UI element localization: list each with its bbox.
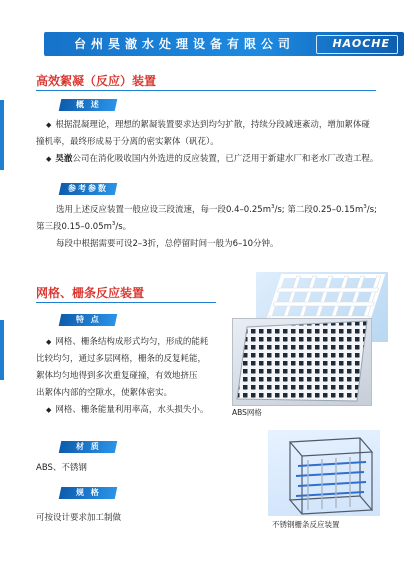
params-text-1a: 选用上述反应装置一般应设三段流速，每一段0.4–0.25m	[56, 205, 271, 215]
caption-stainless-cage: 不锈钢栅条反应装置	[272, 520, 340, 529]
company-name: 台州昊澈水处理设备有限公司	[74, 37, 296, 51]
tag-material-label: 材 质	[75, 442, 101, 451]
stainless-cage-image	[268, 430, 380, 516]
spec-value: 可按设计要求加工制做	[36, 513, 122, 523]
superscript: 3	[363, 204, 367, 211]
overview-text-3: 公司在消化吸收国内外选进的反应装置，已广泛用于新建水厂和老水厂改造工程。	[72, 154, 379, 164]
bullet-icon: ◆	[46, 338, 52, 346]
section-title-flocculation: 高效絮凝（反应）装置	[36, 74, 157, 88]
params-text-1c: /s;	[366, 205, 377, 215]
features-text-4: 出絮体内部的空隙水，使絮体密实。	[36, 388, 173, 398]
features-text-5: 网格、栅条能量利用率高，水头损失小。	[55, 405, 209, 415]
tag-spec	[59, 487, 118, 499]
bullet-icon: ◆	[46, 155, 52, 163]
params-text-1b: /s; 第二段0.25–0.15m	[274, 205, 364, 215]
features-text-2: 比较均匀，通过多层网格，栅条的反复耗能，	[36, 354, 207, 364]
tag-spec-label: 规 格	[75, 488, 101, 497]
features-line-5	[46, 404, 236, 416]
material-value: ABS、不锈钢	[36, 463, 87, 473]
section-underline	[36, 302, 216, 303]
features-text-1: 网格、栅条结构成形式均匀，形成的能耗	[55, 337, 209, 347]
tag-params-label: 参考参数	[68, 184, 108, 193]
left-edge-accent	[0, 100, 4, 170]
superscript: 3	[111, 221, 116, 228]
tag-overview	[59, 99, 118, 111]
params-line-3: 每段中根据需要可设2–3折，总停留时间一般为6–10分钟。	[56, 239, 279, 249]
params-line-2	[36, 221, 396, 233]
company-header-banner	[44, 32, 404, 56]
overview-text-1: 根据混凝理论，理想的絮凝装置要求达到均匀扩散，持续分段减速紊动，增加絮体碰	[55, 120, 370, 130]
tag-features	[59, 314, 118, 326]
tag-overview-label: 概 述	[75, 100, 101, 109]
features-line-1	[46, 336, 236, 348]
superscript: 3	[270, 204, 275, 211]
tag-material	[59, 441, 118, 453]
features-text-3: 絮体均匀地得到多次重复碰撞，有效地挤压	[36, 371, 198, 381]
section-underline	[36, 90, 376, 91]
caption-abs-grid: ABS网格	[232, 408, 262, 417]
stainless-cage-illustration	[268, 430, 380, 516]
params-line-1	[56, 204, 406, 216]
params-text-2a: 第三段0.15–0.05m	[36, 222, 112, 232]
abs-grid-image	[232, 318, 372, 406]
abs-grid-illustration	[233, 319, 371, 405]
overview-paragraph-line1	[46, 119, 406, 131]
overview-text-2: 撞机率，最终形成易于分离的密实絮体（矾花）。	[36, 137, 219, 147]
bullet-icon: ◆	[46, 121, 52, 129]
left-edge-accent	[0, 320, 4, 380]
brand-name-inline: 昊澈	[55, 154, 73, 164]
bullet-icon: ◆	[46, 406, 52, 414]
params-text-2b: /s。	[115, 222, 132, 232]
section-title-grid-reactor: 网格、栅条反应装置	[36, 286, 145, 300]
brand-logo-text: HAOCHE	[332, 37, 390, 50]
tag-features-label: 特 点	[75, 315, 101, 324]
tag-reference-params	[59, 183, 118, 195]
overview-paragraph-line3	[46, 153, 408, 165]
